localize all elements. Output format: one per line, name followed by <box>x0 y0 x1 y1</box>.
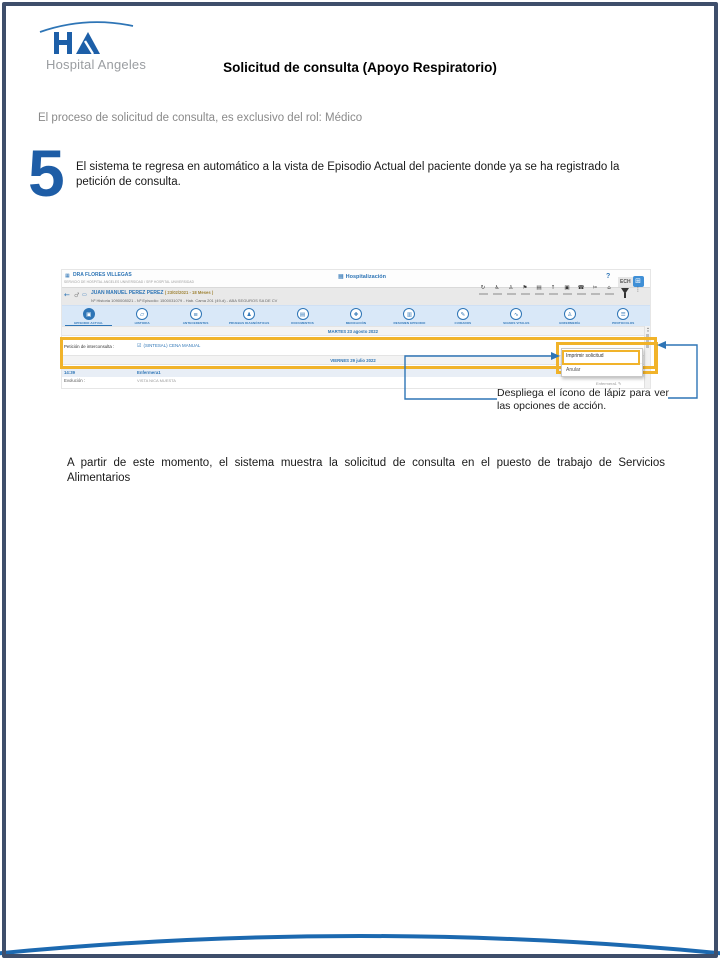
area-hospitalizacion[interactable]: ▦ Hospitalización <box>338 273 387 280</box>
mini-toolbar <box>477 285 615 295</box>
menu-item-anular[interactable]: Anular <box>562 363 642 376</box>
callout-text: Despliega el ícono de lápiz para ver las opciones de acción. <box>497 387 669 413</box>
toolbar-icon[interactable]: ✂ <box>589 285 601 295</box>
toolbar-icon[interactable]: ☎ <box>575 285 587 295</box>
toolbar-icon[interactable]: ↻ <box>477 285 489 295</box>
patient-details: Nº Historia 1090008021 - Nº Episodio: 1500031079 - Hab. Cama 201 (49-d) - ABA SEGUROS SA DE CV <box>91 297 278 303</box>
date-header-martes[interactable]: MARTES 23 agosto 2022 <box>62 326 644 336</box>
tab-pruebas-diagnosticas[interactable]: ♟ PRUEBAS DIAGNÓSTICAS <box>222 306 275 327</box>
hospital-angeles-logo-icon <box>52 30 112 56</box>
arrow-left-icon <box>657 341 666 349</box>
toolbar-icon[interactable]: ♿ <box>491 285 503 295</box>
app-screenshot <box>62 270 650 388</box>
bed-icon: ▭ <box>82 292 87 298</box>
service-unit: SERVICIO DE HOSPITAL ANGELES UNIVERSIDAD / SRP HOSPITAL UNIVERSIDAD <box>64 280 195 284</box>
checkbox-icon: ☑ <box>137 343 142 349</box>
logged-user[interactable]: DRA FLORES VILLEGAS <box>73 272 132 278</box>
more-menu-icon[interactable]: ⋮ <box>635 286 641 293</box>
page-title: Solicitud de consulta (Apoyo Respiratorio) <box>223 60 497 75</box>
building-icon: ▦ <box>338 273 344 280</box>
tab-protocolos[interactable]: ☰ PROTOCOLOS <box>597 306 650 327</box>
tab-enfermeria[interactable]: ♙ ENFERMERÍA <box>543 306 596 327</box>
scroll-up-icon[interactable]: ▴ <box>647 326 649 330</box>
scrollbar[interactable] <box>644 326 650 388</box>
closing-paragraph: A partir de este momento, el sistema muestra la solicitud de consulta en el puesto de trabajo de Servicios Alimentarios <box>67 457 665 484</box>
tab-cuidados[interactable]: ✎ CUIDADOS <box>436 306 489 327</box>
toolbar-icon[interactable]: ⚑ <box>519 285 531 295</box>
evolution-value: VISTA NICA MUESTA <box>137 378 176 383</box>
menu-item-imprimir-solicitud[interactable]: Imprimir solicitud <box>566 353 604 359</box>
petition-label: Petición de interconsulta : <box>64 344 115 349</box>
entry-row[interactable] <box>62 369 644 377</box>
scrollbar-thumb[interactable] <box>646 334 649 348</box>
intro-text: El proceso de solicitud de consulta, es exclusivo del rol: Médico <box>38 112 363 124</box>
ech-label: ECH <box>620 278 631 285</box>
toolbar-icon[interactable]: ↑ <box>547 285 559 295</box>
tab-documentos[interactable]: ▤ DOCUMENTOS <box>276 306 329 327</box>
tab-resumen-episodio[interactable]: ▥ RESUMEN EPISODIO <box>383 306 436 327</box>
step-number: 5 <box>28 136 65 210</box>
tab-signos-vitales[interactable]: ∿ SIGNOS VITALES <box>490 306 543 327</box>
pencil-action-menu <box>561 348 643 377</box>
entry-edit-author: Enfermera1 ✎ <box>596 381 622 386</box>
entry-author: Enfermera1 <box>137 370 161 375</box>
filter-icon[interactable] <box>621 288 629 294</box>
toolbar-icon[interactable]: ♙ <box>505 285 517 295</box>
brand-name: Hospital Angeles <box>46 57 147 72</box>
back-arrow-icon[interactable]: ← <box>64 291 70 299</box>
apps-grid-icon[interactable]: ▦ <box>65 273 70 279</box>
step-description: El sistema te regresa en automático a la vista de Episodio Actual del paciente donde ya se ha registrado la petición de consulta. <box>76 161 620 188</box>
entry-time: 14:39 <box>64 370 75 375</box>
section-tabs <box>62 305 650 327</box>
tab-antecedentes[interactable]: ≡ ANTECEDENTES <box>169 306 222 327</box>
toolbar-icon[interactable]: ▤ <box>533 285 545 295</box>
patient-name: JUAN MANUEL PEREZ PEREZ ( 23/02/2021 - 18 Meses ) <box>91 290 214 296</box>
help-icon[interactable]: ? <box>606 273 611 280</box>
petition-link[interactable]: ☑ (SINTESAL) CENA MANUAL <box>137 343 201 349</box>
footer-arc <box>0 878 720 958</box>
toolbar-icon[interactable]: ⌂ <box>603 285 615 295</box>
toolbar-icon[interactable]: ▣ <box>561 285 573 295</box>
patient-bar <box>62 287 650 306</box>
date-header-viernes[interactable]: VIERNES 29 julio 2022 <box>62 355 644 365</box>
patient-age: ( 23/02/2021 - 18 Meses ) <box>164 290 214 295</box>
tab-episodio-actual[interactable]: ▣ EPISODIO ACTUAL <box>62 306 115 327</box>
evolution-label: Evolución : <box>64 378 86 383</box>
scroll-down-icon[interactable]: ▾ <box>647 329 649 333</box>
tab-medicacion[interactable]: ✚ MEDICACIÓN <box>329 306 382 327</box>
tab-historia[interactable]: ▱ HISTORIA <box>115 306 168 327</box>
ech-icon: ⊞ <box>633 276 644 287</box>
gender-male-icon: ♂ <box>74 292 80 299</box>
